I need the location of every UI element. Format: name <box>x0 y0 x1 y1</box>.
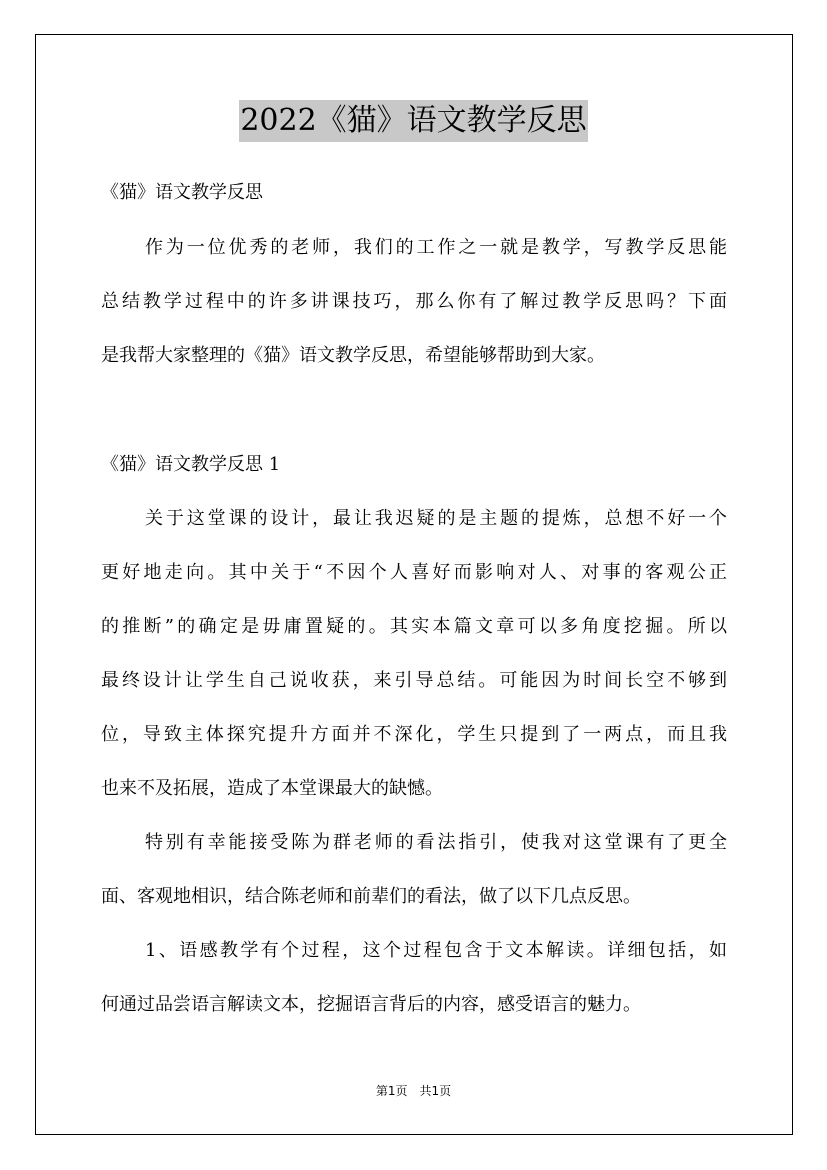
para3-line-1: 1、语感教学有个过程，这个过程包含于文本解读。详细包括，如 <box>145 940 727 961</box>
para2-line-1: 特别有幸能接受陈为群老师的看法指引，使我对这堂课有了更全 <box>145 832 727 853</box>
title-container <box>0 100 827 142</box>
document-title: 2022《猫》语文教学反思 <box>239 100 587 142</box>
para1-line-3: 的推断”的确定是毋庸置疑的。其实本篇文章可以多角度挖掘。所以 <box>101 616 727 637</box>
para1-line-5: 位，导致主体探究提升方面并不深化，学生只提到了一两点，而且我 <box>101 724 727 745</box>
para3-line-2: 何通过品尝语言解读文本，挖掘语言背后的内容，感受语言的魅力。 <box>101 994 641 1015</box>
section-1-heading: 《猫》语文教学反思 1 <box>101 454 281 475</box>
intro-line-3: 是我帮大家整理的《猫》语文教学反思，希望能够帮助到大家。 <box>101 345 605 366</box>
page-footer: 第1页 共1页 <box>375 1084 452 1098</box>
intro-line-1: 作为一位优秀的老师，我们的工作之一就是教学，写教学反思能 <box>145 237 727 258</box>
document-heading: 《猫》语文教学反思 <box>101 182 263 203</box>
para2-line-2: 面、客观地相识，结合陈老师和前辈们的看法，做了以下几点反思。 <box>101 886 641 907</box>
para1-line-2: 更好地走向。其中关于“不因个人喜好而影响对人、对事的客观公正 <box>101 562 727 583</box>
para1-line-1: 关于这堂课的设计，最让我迟疑的是主题的提炼，总想不好一个 <box>145 508 727 529</box>
para1-line-6: 也来不及拓展，造成了本堂课最大的缺憾。 <box>101 778 443 799</box>
intro-line-2: 总结教学过程中的许多讲课技巧，那么你有了解过教学反思吗？下面 <box>101 291 727 312</box>
para1-line-4: 最终设计让学生自己说收获，来引导总结。可能因为时间长空不够到 <box>101 670 727 691</box>
